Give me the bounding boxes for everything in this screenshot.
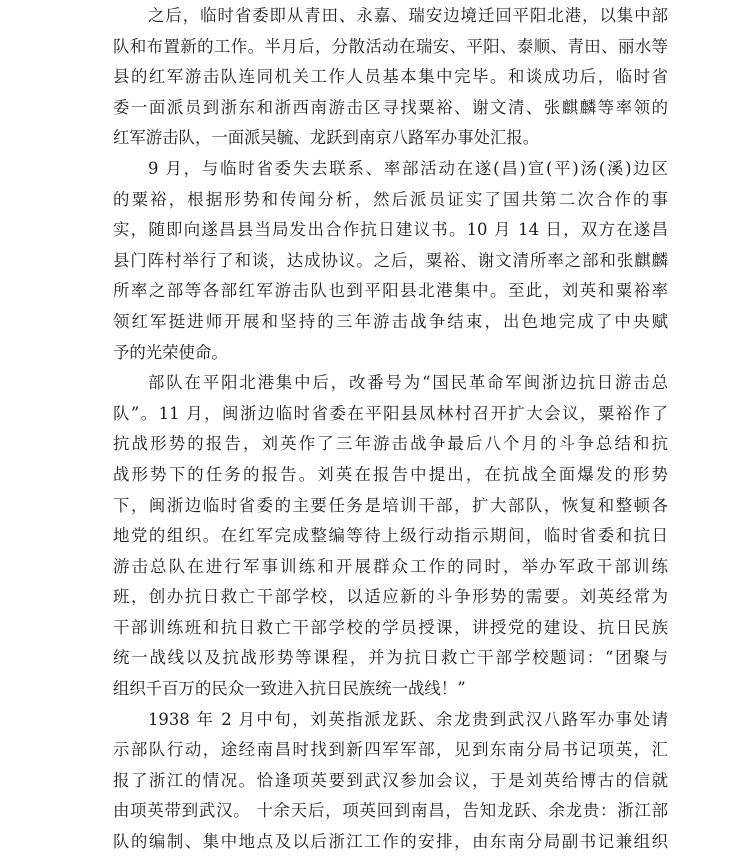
text-line: 队的编制、集中地点及以后浙江工作的安排，由东南分局副书记兼组织 [113, 832, 668, 852]
text-line: 队和布置新的工作。半月后，分散活动在瑞安、平阳、泰顺、青田、丽水等 [113, 36, 668, 56]
text-line: 组织千百万的民众一致进入抗日民族统一战线！” [113, 679, 466, 699]
text-line: 下，闽浙边临时省委的主要任务是培训干部，扩大部队，恢复和整顿各 [113, 495, 668, 515]
text-line: 委一面派员到浙东和浙西南游击区寻找粟裕、谢文清、张麒麟等率领的 [113, 97, 668, 117]
text-line: 示部队行动，途经南昌时找到新四军军部，见到东南分局书记项英，汇 [113, 740, 668, 760]
text-line: 班，创办抗日救亡干部学校，以适应新的斗争形势的需要。刘英经常为 [113, 587, 668, 607]
paragraph [113, 368, 668, 705]
text-line: 的粟裕，根据形势和传闻分析，然后派员证实了国共第二次合作的事 [113, 189, 668, 209]
text-line: 实，随即向遂昌县当局发出合作抗日建议书。10 月 14 日，双方在遂昌 [113, 220, 668, 240]
paragraph [113, 705, 668, 858]
text-line: 红军游击队，一面派吴毓、龙跃到南京八路军办事处汇报。 [113, 128, 540, 148]
book-page-text [113, 1, 668, 858]
text-line: 9 月，与临时省委失去联系、率部活动在遂(昌)宣(平)汤(溪)边区 [148, 158, 668, 178]
text-line: 领红军挺进师开展和坚持的三年游击战争结束，出色地完成了中央赋 [113, 311, 668, 331]
text-line: 地党的组织。在红军完成整编等待上级行动指示期间，临时省委和抗日 [113, 526, 668, 546]
text-line: 战形势下的任务的报告。刘英在报告中提出，在抗战全面爆发的形势 [113, 464, 668, 484]
text-line: 部队在平阳北港集中后，改番号为“国民革命军闽浙边抗日游击总 [148, 373, 668, 393]
text-line: 县的红军游击队连同机关工作人员基本集中完毕。和谈成功后，临时省 [113, 67, 668, 87]
text-line: 干部训练班和抗日救亡干部学校的学员授课，讲授党的建设、抗日民族 [113, 617, 668, 637]
text-line: 县门阵村举行了和谈，达成协议。之后，粟裕、谢文清所率之部和张麒麟 [113, 250, 668, 270]
text-line: 报了浙江的情况。恰逢项英要到武汉参加会议，于是刘英给博古的信就 [113, 770, 668, 790]
text-line: 所率之部等各部红军游击队也到平阳县北港集中。至此，刘英和粟裕率 [113, 281, 668, 301]
text-line: 抗战形势的报告，刘英作了三年游击战争最后八个月的斗争总结和抗 [113, 434, 668, 454]
text-line: 予的光荣使命。 [113, 342, 228, 362]
text-line: 1938 年 2 月中旬，刘英指派龙跃、余龙贵到武汉八路军办事处请 [148, 709, 668, 729]
text-line: 之后，临时省委即从青田、永嘉、瑞安边境迁回平阳北港，以集中部 [148, 6, 668, 25]
text-line: 队”。11 月，闽浙边临时省委在平阳县凤林村召开扩大会议，粟裕作了 [113, 403, 668, 423]
text-line: 统一战线以及抗战形势等课程，并为抗日救亡干部学校题词：“团聚与 [113, 648, 668, 668]
text-line: 由项英带到武汉。 十余天后，项英回到南昌，告知龙跃、余龙贵：浙江部 [113, 801, 668, 821]
paragraph [113, 1, 668, 154]
text-line: 游击总队在进行军事训练和开展群众工作的同时，举办军政干部训练 [113, 556, 668, 576]
paragraph [113, 154, 668, 368]
